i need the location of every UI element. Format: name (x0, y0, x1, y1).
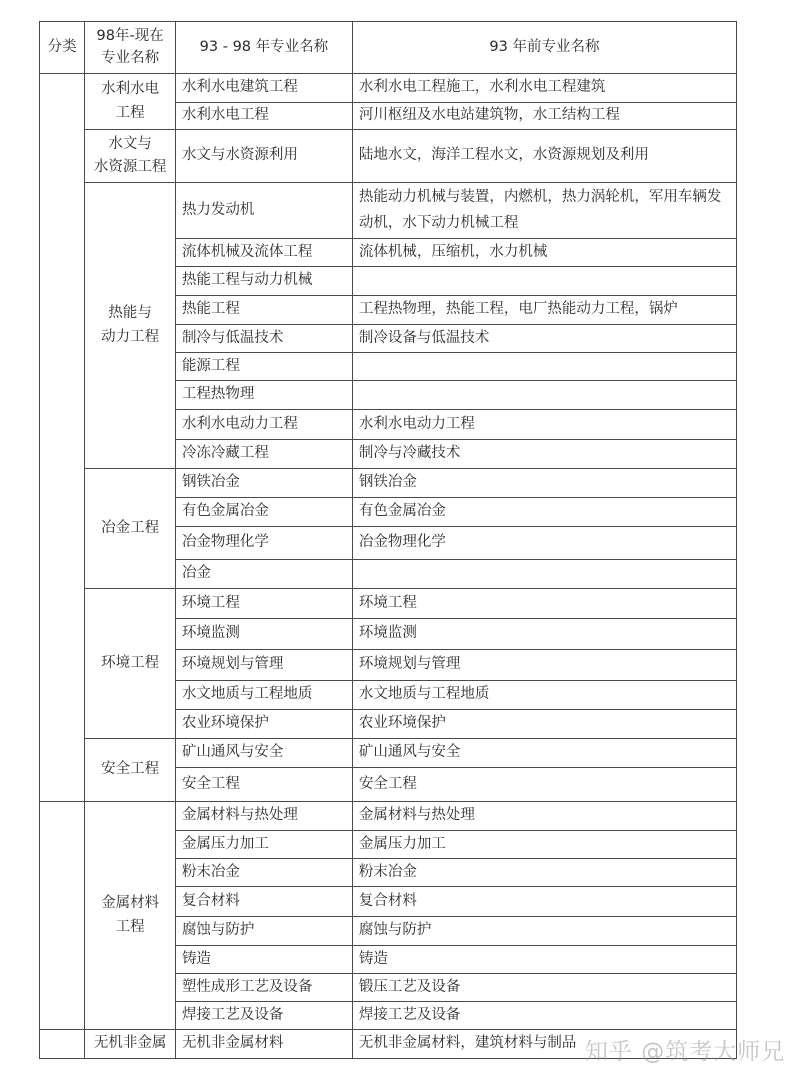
major-93-98: 腐蚀与防护 (175, 917, 352, 946)
current-major-line1: 环境工程 (101, 654, 160, 671)
major-pre93: 金属材料与热处理 (352, 802, 736, 831)
major-pre93: 工程热物理，热能工程，电厂热能动力工程，锅炉 (352, 296, 736, 325)
major-93-98: 有色金属冶金 (175, 498, 352, 527)
table-row (40, 589, 737, 619)
major-93-98: 金属压力加工 (175, 831, 352, 859)
header-current-major (85, 22, 176, 74)
major-pre93: 腐蚀与防护 (352, 917, 736, 946)
major-pre93: 制冷设备与低温技术 (352, 325, 736, 353)
table-row (40, 802, 737, 831)
major-93-98: 无机非金属材料 (175, 1030, 352, 1059)
major-93-98: 冶金 (175, 560, 352, 589)
major-93-98: 热能工程 (175, 296, 352, 325)
major-pre93: 安全工程 (352, 768, 736, 802)
major-93-98: 热力发动机 (175, 183, 352, 239)
current-major-line1: 安全工程 (101, 761, 160, 778)
major-pre93: 水利水电动力工程 (352, 410, 736, 440)
major-93-98: 钢铁冶金 (175, 469, 352, 498)
major-pre93: 金属压力加工 (352, 831, 736, 859)
table-row (40, 469, 737, 498)
category-cell (40, 802, 85, 1030)
header-pre93-major: 93 年前专业名称 (352, 22, 736, 74)
major-93-98: 金属材料与热处理 (175, 802, 352, 831)
major-93-98: 水文与水资源利用 (175, 130, 352, 183)
major-pre93: 冶金物理化学 (352, 527, 736, 560)
major-93-98: 环境监测 (175, 619, 352, 650)
header-93-98-major: 93 - 98 年专业名称 (175, 22, 352, 74)
major-pre93: 锻压工艺及设备 (352, 974, 736, 1002)
major-93-98: 流体机械及流体工程 (175, 239, 352, 267)
current-major-line1: 热能与 (108, 305, 152, 322)
current-major-line2: 工程 (115, 104, 145, 121)
major-93-98: 水利水电建筑工程 (175, 74, 352, 103)
major-pre93: 铸造 (352, 946, 736, 974)
current-major-line1: 冶金工程 (101, 519, 160, 536)
major-93-98: 铸造 (175, 946, 352, 974)
major-pre93 (352, 267, 736, 296)
major-pre93: 复合材料 (352, 887, 736, 917)
major-93-98: 农业环境保护 (175, 710, 352, 739)
major-pre93: 水利水电工程施工，水利水电工程建筑 (352, 74, 736, 103)
current-major-line1: 无机非金属 (93, 1035, 167, 1052)
major-93-98: 安全工程 (175, 768, 352, 802)
major-pre93: 有色金属冶金 (352, 498, 736, 527)
current-major-cell (85, 74, 176, 130)
major-pre93 (352, 353, 736, 381)
major-pre93: 环境监测 (352, 619, 736, 650)
major-pre93: 制冷与冷藏技术 (352, 440, 736, 469)
current-major-cell (85, 469, 176, 589)
major-pre93: 钢铁冶金 (352, 469, 736, 498)
major-pre93: 环境工程 (352, 589, 736, 619)
current-major-cell (85, 1030, 176, 1059)
major-93-98: 水利水电工程 (175, 103, 352, 130)
current-major-line2: 动力工程 (101, 328, 160, 345)
header-row (40, 22, 737, 74)
major-pre93: 河川枢纽及水电站建筑物，水工结构工程 (352, 103, 736, 130)
header-category: 分类 (40, 22, 85, 74)
category-cell (40, 1030, 85, 1059)
major-pre93: 粉末冶金 (352, 859, 736, 887)
major-93-98: 制冷与低温技术 (175, 325, 352, 353)
current-major-line1: 水文与 (108, 135, 152, 152)
major-pre93: 矿山通风与安全 (352, 739, 736, 768)
major-93-98: 水利水电动力工程 (175, 410, 352, 440)
major-mapping-table (39, 21, 737, 1059)
major-93-98: 环境工程 (175, 589, 352, 619)
table-row (40, 130, 737, 183)
major-pre93: 陆地水文，海洋工程水文，水资源规划及利用 (352, 130, 736, 183)
current-major-line1: 水利水电 (101, 81, 160, 98)
category-cell (40, 74, 85, 802)
current-major-cell (85, 183, 176, 469)
table-row (40, 74, 737, 103)
major-93-98: 复合材料 (175, 887, 352, 917)
current-major-line2: 工程 (115, 918, 145, 935)
major-93-98: 工程热物理 (175, 381, 352, 410)
major-93-98: 塑性成形工艺及设备 (175, 974, 352, 1002)
major-pre93: 无机非金属材料，建筑材料与制品 (352, 1030, 736, 1059)
current-major-line2: 水资源工程 (93, 159, 167, 175)
table-row (40, 183, 737, 239)
major-pre93: 热能动力机械与装置，内燃机，热力涡轮机，军用车辆发动机，水下动力机械工程 (352, 183, 736, 239)
major-pre93: 环境规划与管理 (352, 650, 736, 681)
current-major-cell (85, 802, 176, 1030)
header-current-line2: 专业名称 (101, 49, 160, 66)
major-pre93 (352, 560, 736, 589)
current-major-cell (85, 739, 176, 802)
major-93-98: 冶金物理化学 (175, 527, 352, 560)
header-current-line1: 98年-现在 (96, 28, 164, 45)
current-major-cell (85, 130, 176, 183)
current-major-cell (85, 589, 176, 739)
current-major-line1: 金属材料 (101, 895, 160, 912)
major-pre93: 水文地质与工程地质 (352, 681, 736, 710)
major-pre93 (352, 381, 736, 410)
major-pre93: 农业环境保护 (352, 710, 736, 739)
major-93-98: 粉末冶金 (175, 859, 352, 887)
major-pre93: 流体机械，压缩机，水力机械 (352, 239, 736, 267)
major-93-98: 环境规划与管理 (175, 650, 352, 681)
major-93-98: 焊接工艺及设备 (175, 1002, 352, 1030)
major-93-98: 热能工程与动力机械 (175, 267, 352, 296)
major-93-98: 能源工程 (175, 353, 352, 381)
major-93-98: 冷冻冷藏工程 (175, 440, 352, 469)
table-row (40, 739, 737, 768)
zhihu-watermark: 知乎 @筑考大师兄 (585, 1039, 786, 1065)
major-93-98: 水文地质与工程地质 (175, 681, 352, 710)
major-93-98: 矿山通风与安全 (175, 739, 352, 768)
major-pre93: 焊接工艺及设备 (352, 1002, 736, 1030)
